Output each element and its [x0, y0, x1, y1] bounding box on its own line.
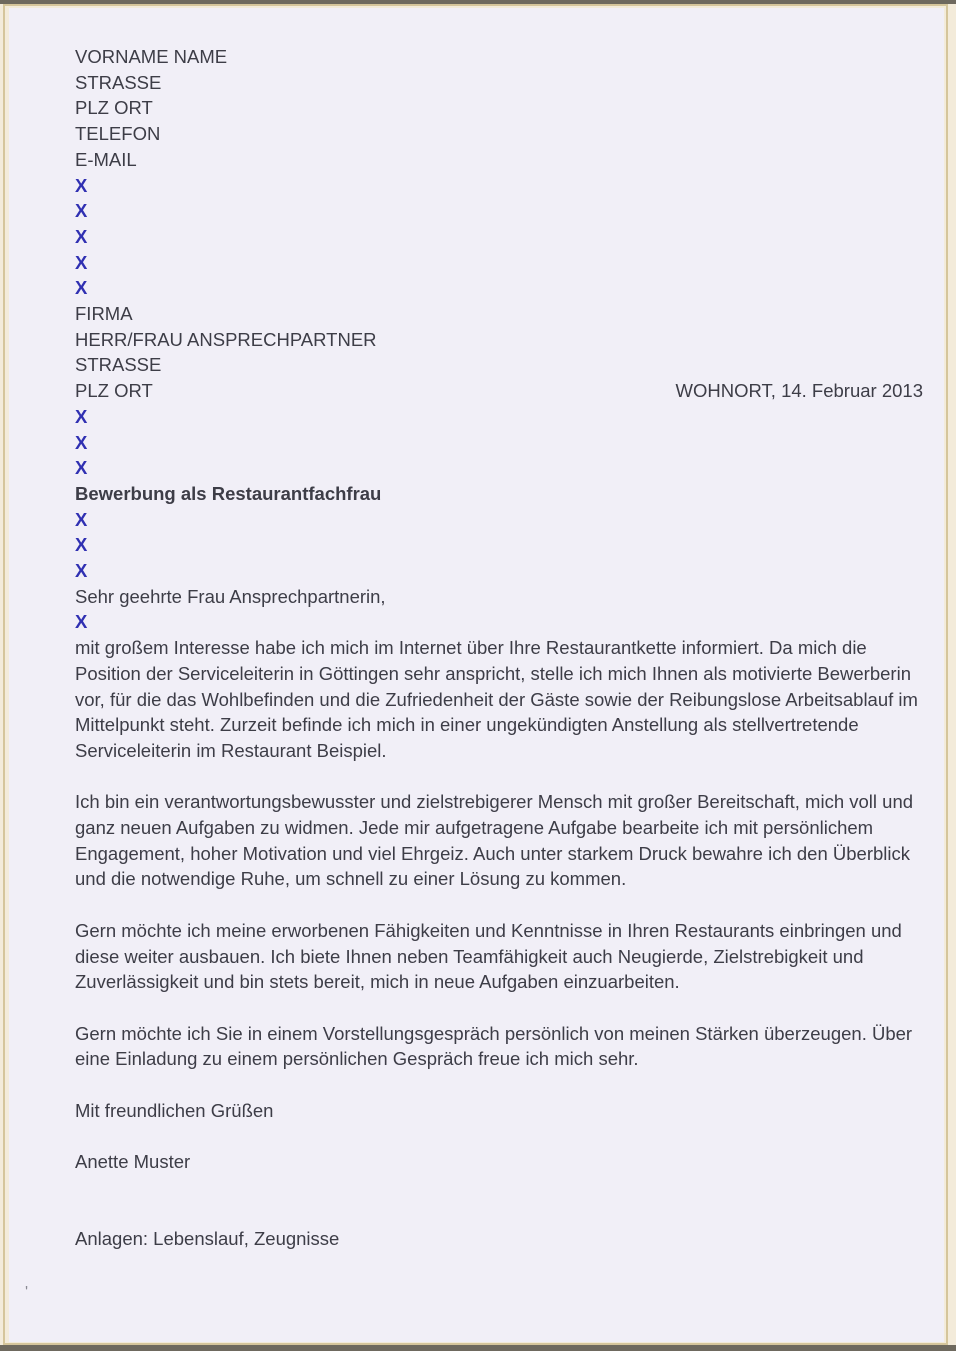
frame-bottom-strip: [0, 1345, 956, 1351]
recipient-city-line: PLZ ORT: [75, 380, 153, 402]
placeholder-x: X: [75, 251, 88, 273]
sender-city-line: PLZ ORT: [75, 97, 153, 119]
subject-line: Bewerbung als Restaurantfachfrau: [75, 482, 382, 504]
placeholder-x: X: [75, 225, 88, 247]
placeholder-x: X: [75, 405, 88, 427]
placeholder-x: X: [75, 174, 88, 196]
body-paragraph: Gern möchte ich Sie in einem Vorstellungsgespräch persönlich von meinen Stärken überzeugen. Über eine Einladung zu einem persönlichen Gespräch freue ich mich sehr.: [75, 1022, 913, 1070]
placeholder-x: X: [75, 560, 88, 582]
letter-page: [9, 8, 944, 1342]
sender-phone-line: TELEFON: [75, 123, 161, 145]
sender-email-line: E-MAIL: [75, 148, 137, 170]
recipient-company-line: FIRMA: [75, 303, 133, 325]
placeholder-x: X: [75, 611, 88, 633]
placeholder-x: X: [75, 431, 88, 453]
body-paragraph: Gern möchte ich meine erworbenen Fähigkeiten und Kenntnisse in Ihren Restaurants einbringen und diese weiter ausbauen. Ich biete Ihnen neben Teamfähigkeit auch Neugierde, Zielstrebigkeit und Zuverlässigkeit und bin stets bereit, mich in neue Aufgaben einzuarbeiten.: [75, 919, 902, 993]
sender-name-line: VORNAME NAME: [75, 46, 228, 67]
salutation-line: Sehr geehrte Frau Ansprechpartnerin,: [75, 585, 386, 607]
enclosures-line: Anlagen: Lebenslauf, Zeugnisse: [75, 1228, 340, 1250]
signature-name: Anette Muster: [75, 1151, 191, 1173]
placeholder-x: X: [75, 457, 88, 479]
sender-street-line: STRASSE: [75, 71, 162, 93]
recipient-contact-line: HERR/FRAU ANSPRECHPARTNER: [75, 328, 377, 350]
date-line: WOHNORT, 14. Februar 2013: [675, 380, 923, 402]
placeholder-x: X: [75, 277, 88, 299]
recipient-city-date-row: [75, 378, 923, 404]
closing-line: Mit freundlichen Grüßen: [75, 1099, 274, 1121]
body-paragraph: Ich bin ein verantwortungsbewusster und zielstrebigerer Mensch mit großer Bereitschaft, mich voll und ganz neuen Aufgaben zu widmen. Jede mir aufgetragene Aufgabe bearbeite ich mit persönlichem Engagement, hoher Motivation und viel Ehrgeiz. Auch unter starkem Druck bewahre ich den Überblick und die notwendige Ruhe, um schnell zu einer Lösung zu kommen.: [75, 791, 914, 890]
recipient-street-line: STRASSE: [75, 354, 162, 376]
placeholder-x: X: [75, 508, 88, 530]
placeholder-x: X: [75, 534, 88, 556]
placeholder-x: X: [75, 200, 88, 222]
body-paragraph: mit großem Interesse habe ich mich im Internet über Ihre Restaurantkette informiert. Da mich die Position der Serviceleiterin in Göttingen sehr anspricht, stelle ich mich Ihnen als motivierte Bewerberin vor, für die das Wohlbefinden und die Zufriedenheit der Gäste sowie der Reibungslose Arbeitsablauf im Mittelpunkt steht. Zurzeit befinde ich mich in einer ungekündigten Anstellung als stellvertretende Serviceleiterin im Restaurant Beispiel.: [75, 637, 918, 761]
frame-top-strip: [0, 0, 956, 4]
stray-mark: ': [25, 1284, 29, 1301]
letter-content: [9, 8, 943, 1252]
